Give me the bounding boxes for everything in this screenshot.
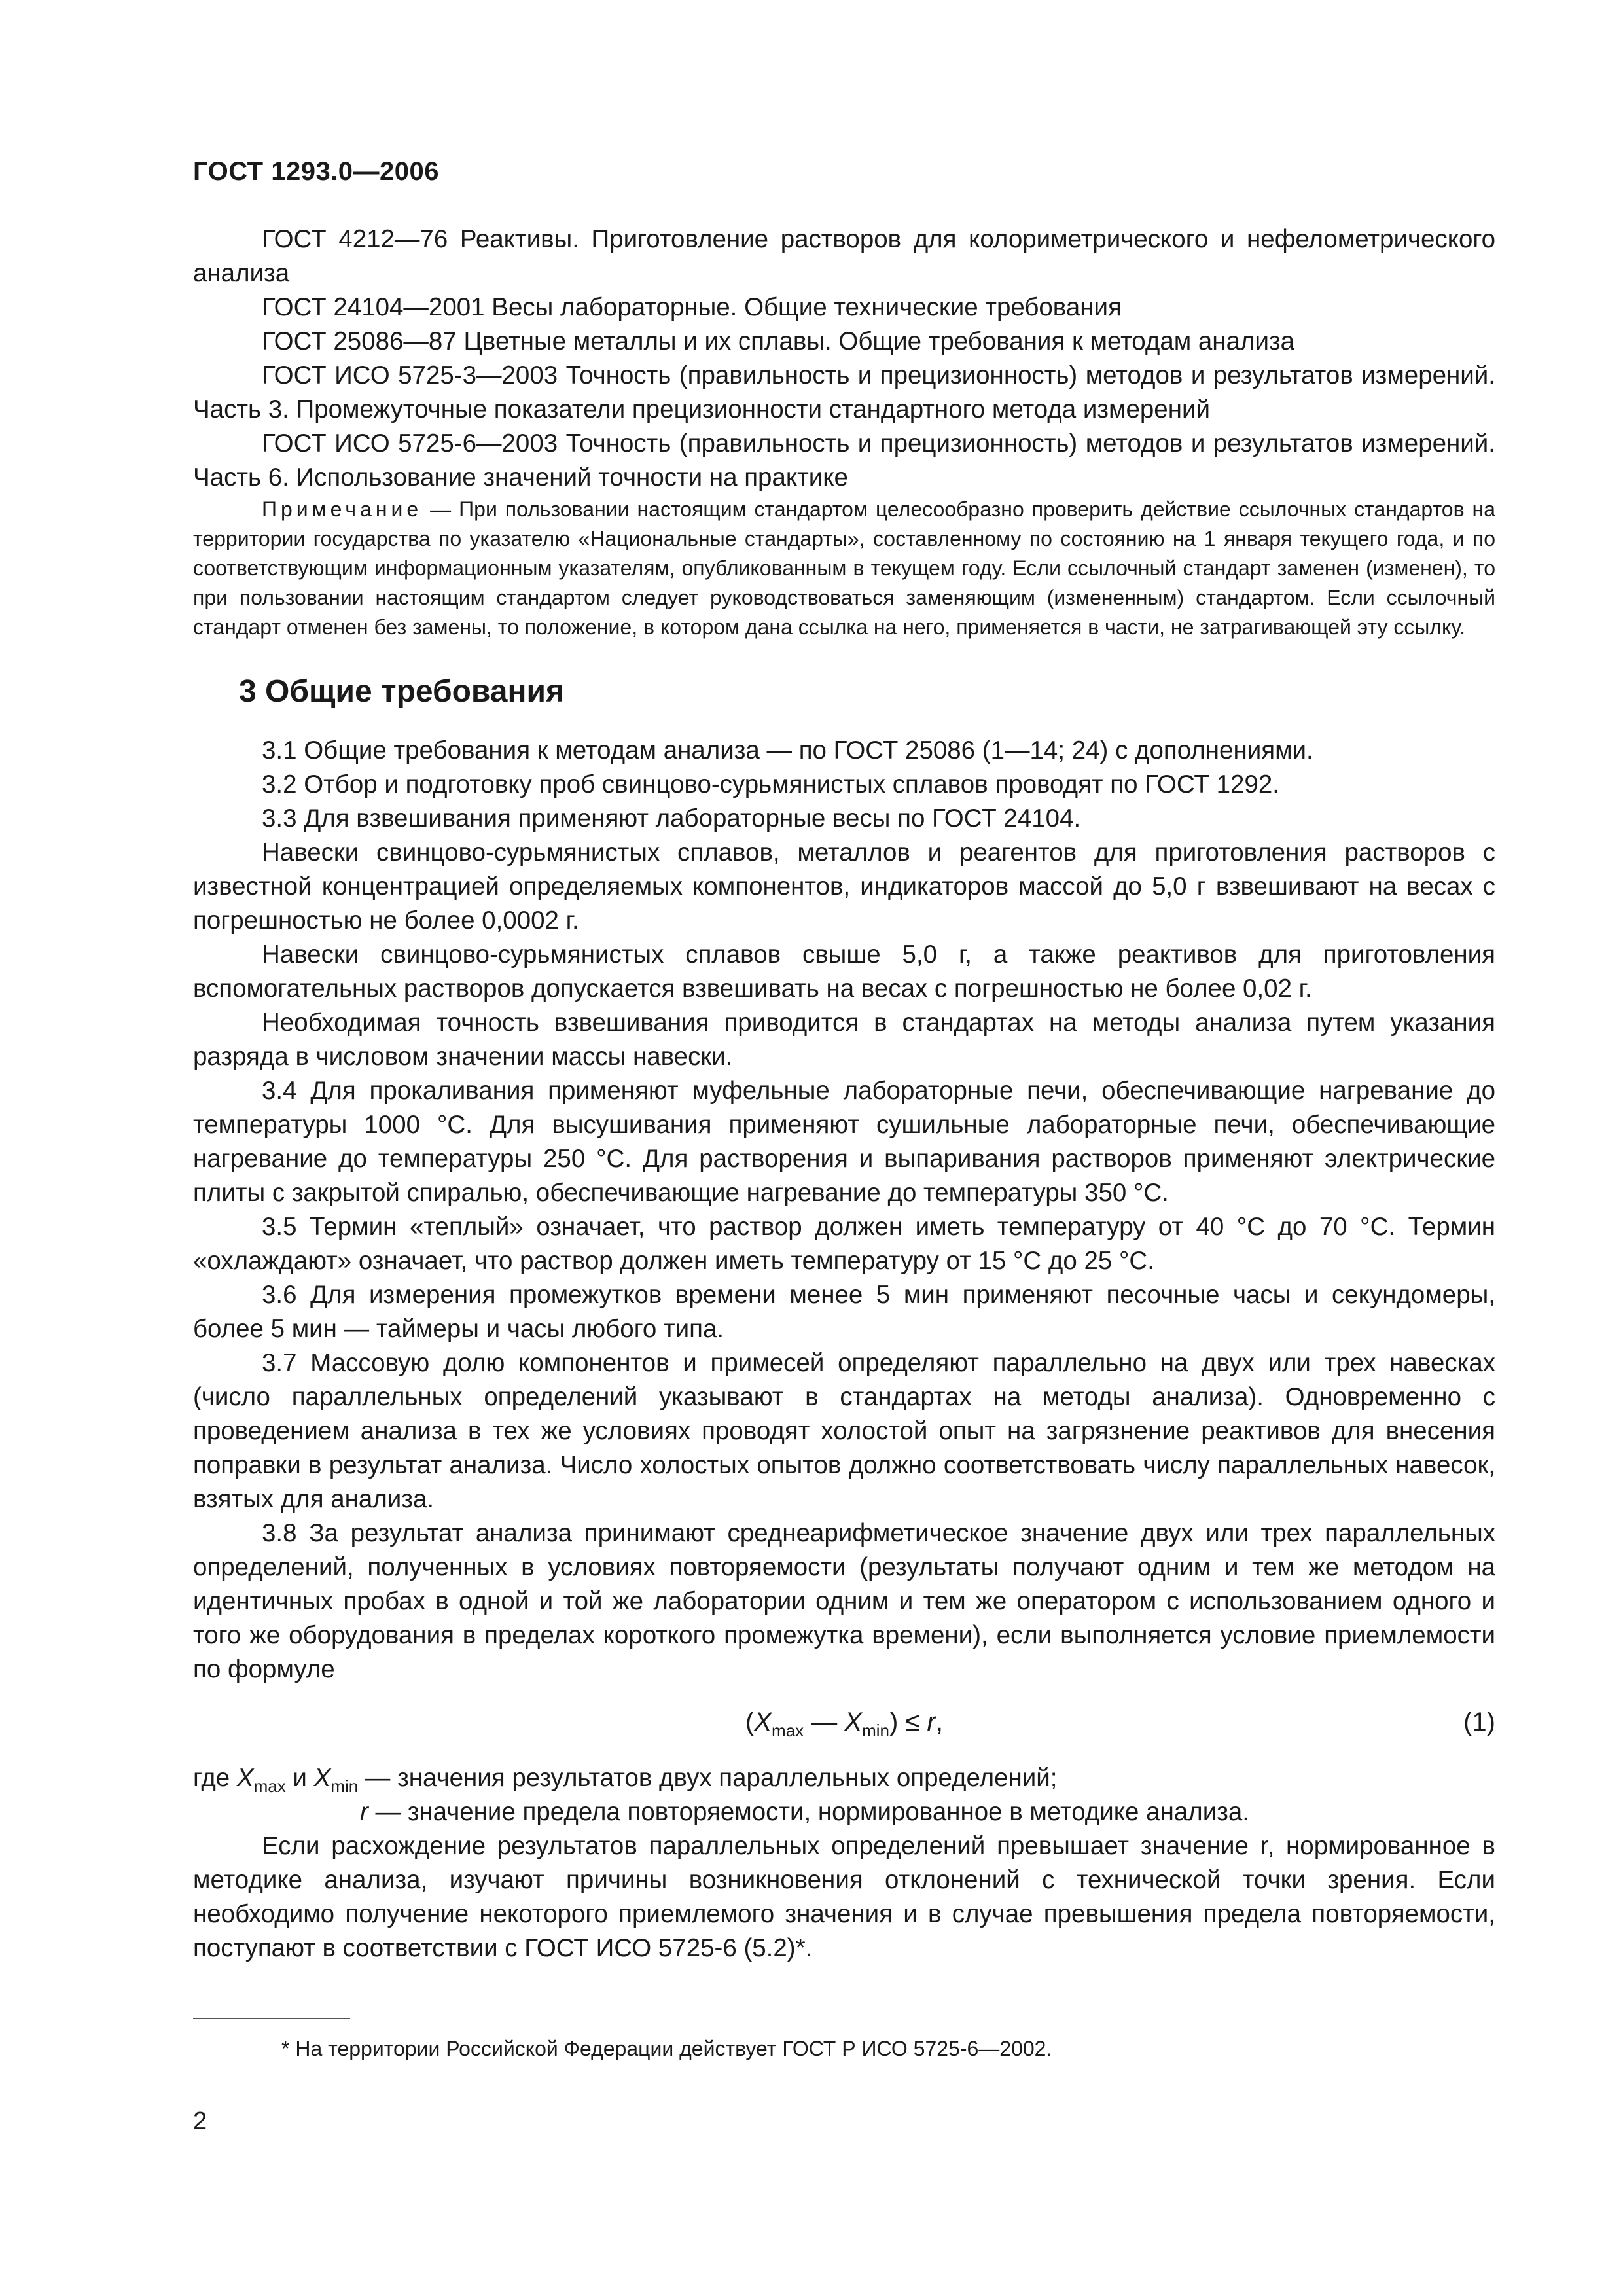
page-number: 2	[193, 2108, 207, 2135]
clause-3-8: 3.8 За результат анализа принимают среднеарифметическое значение двух или трех параллельных определений, полученных в условиях повторяемости (результаты получают одним и тем же методом на идентичных пробах в одной и той же лаборатории одним и тем же оператором с использованием одного и того же оборудования в пределах короткого промежутка времени), если выполняется условие приемлемости по формуле	[193, 1519, 1495, 1683]
clause-3-7: 3.7 Массовую долю компонентов и примесей определяют параллельно на двух или трех навесках (число параллельных определений указывают в стандартах на методы анализа). Одновременно с проведением анализа в тех же условиях проводят холостой опыт на загрязнение реактивов для внесения поправки в результат анализа. Число холостых опытов должно соответствовать числу параллельных навесок, взятых для анализа.	[193, 1349, 1495, 1513]
clause-3-8-discrepancy: Если расхождение результатов параллельных определений превышает значение r, нормированное в методике анализа, изучают причины возникновения отклонений с технической точки зрения. Если необходимо получение некоторого приемлемого значения и в случае превышения предела повторяемости, поступают в соответствии с ГОСТ ИСО 5725-6 (5.2)*.	[193, 1832, 1495, 1962]
footnote: * На территории Российской Федерации действует ГОСТ Р ИСО 5725-6—2002.	[281, 2037, 1052, 2060]
reference-item: ГОСТ 4212—76 Реактивы. Приготовление растворов для колориметрического и нефелометрического анализа	[193, 225, 1495, 287]
note-label: Примечание	[262, 497, 423, 521]
clause-3-5: 3.5 Термин «теплый» означает, что раствор должен иметь температуру от 40 °С до 70 °С. Термин «охлаждают» означает, что раствор должен иметь температуру от 15 °С до 25 °С.	[193, 1213, 1495, 1275]
formula-block	[193, 1696, 1495, 1755]
running-header: ГОСТ 1293.0—2006	[193, 157, 440, 186]
reference-note	[193, 495, 1495, 642]
section-heading: 3 Общие требования	[239, 674, 564, 709]
formula-legend-x: где $X_{max}$ и $X_{min}$ — значения результатов двух параллельных определений;	[193, 1764, 1058, 1796]
clause-3-4: 3.4 Для прокаливания применяют муфельные лабораторные печи, обеспечивающие нагревание до температуры 1000 °С. Для высушивания применяют сушильные лабораторные печи, обеспечивающие нагревание до температуры 250 °С. Для растворения и выпаривания растворов применяют электрические плиты с закрытой спиралью, обеспечивающие нагревание до температуры 350 °С.	[193, 1077, 1495, 1207]
clause-3-3-accuracy: Необходимая точность взвешивания приводится в стандартах на методы анализа путем указания разряда в числовом значении массы навески.	[193, 1009, 1495, 1071]
page-body	[193, 223, 1495, 1965]
clause-3-1: 3.1 Общие требования к методам анализа — по ГОСТ 25086 (1—14; 24) с дополнениями.	[262, 736, 1313, 764]
formula-number: (1)	[1463, 1708, 1495, 1736]
reference-item: ГОСТ 24104—2001 Весы лабораторные. Общие технические требования	[262, 293, 1122, 321]
note-text: — При пользовании настоящим стандартом целесообразно проверить действие ссылочных стандартов на территории государства по указателю «Национальные стандарты», составленному по состоянию на 1 января текущего года, и по соответствующим информационным указателям, опубликованным в текущем году. Если ссылочный стандарт заменен (изменен), то при пользовании настоящим стандартом следует руководствоваться заменяющим (измененным) стандартом. Если ссылочный стандарт отменен без замены, то положение, в котором дана ссылка на него, применяется в части, не затрагивающей эту ссылку.	[193, 497, 1495, 639]
footnote-divider	[193, 2018, 350, 2019]
clause-3-3-weighing-rough: Навески свинцово-сурьмянистых сплавов свыше 5,0 г, а также реактивов для приготовления вспомогательных растворов допускается взвешивать на весах с погрешностью не более 0,02 г.	[193, 941, 1495, 1003]
reference-item: ГОСТ 25086—87 Цветные металлы и их сплавы. Общие требования к методам анализа	[262, 327, 1295, 355]
clause-3-2: 3.2 Отбор и подготовку проб свинцово-сурьмянистых сплавов проводят по ГОСТ 1292.	[262, 770, 1279, 798]
formula-1: ($X_{max}$ — $X_{min}) \le r$,	[745, 1708, 943, 1740]
reference-item: ГОСТ ИСО 5725-6—2003 Точность (правильность и прецизионность) методов и результатов измерений. Часть 6. Использование значений точности на практике	[193, 429, 1495, 492]
clause-3-3-weighing-precise: Навески свинцово-сурьмянистых сплавов, металлов и реагентов для приготовления растворов с известной концентрацией определяемых компонентов, индикаторов массой до 5,0 г взвешивают на весах с погрешностью не более 0,0002 г.	[193, 838, 1495, 935]
clause-3-3: 3.3 Для взвешивания применяют лабораторные весы по ГОСТ 24104.	[262, 804, 1081, 833]
formula-legend-r: r — значение предела повторяемости, нормированное в методике анализа.	[360, 1798, 1249, 1826]
reference-item: ГОСТ ИСО 5725-3—2003 Точность (правильность и прецизионность) методов и результатов измерений. Часть 3. Промежуточные показатели прецизионности стандартного метода измерений	[193, 361, 1495, 423]
clause-3-6: 3.6 Для измерения промежутков времени менее 5 мин применяют песочные часы и секундомеры, более 5 мин — таймеры и часы любого типа.	[193, 1281, 1495, 1343]
